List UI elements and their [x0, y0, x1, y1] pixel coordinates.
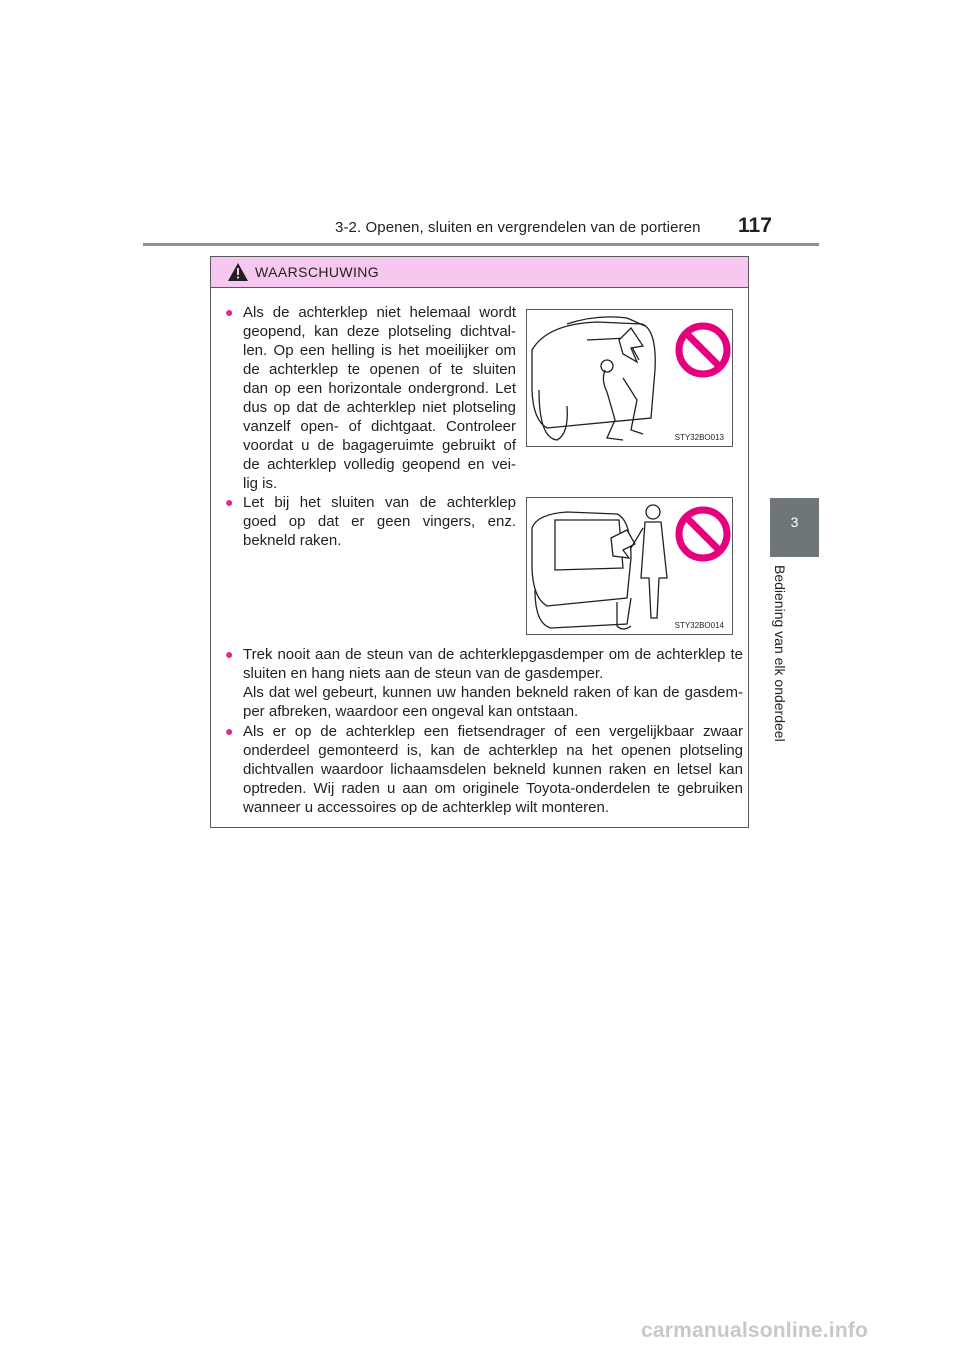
text-line: voordat u de bagageruimte gebruikt of [243, 437, 516, 454]
text-line: dichtvallen waardoor lichaamsdelen bekneld kunnen raken en letsel kan [243, 761, 743, 778]
header-rule [143, 243, 819, 246]
section-title: 3-2. Openen, sluiten en vergrendelen van de portieren [335, 219, 701, 236]
text-line: goed op dat er geen vingers, enz. [243, 513, 516, 530]
text-line: geopend, kan deze plotseling dichtval- [243, 323, 516, 340]
text-line: wanneer u accessoires op de achterklep wilt monteren. [243, 799, 610, 816]
text-line: sluiten en hang niets aan de steun van de gasdemper. [243, 665, 604, 682]
text-line: Trek nooit aan de steun van de achterklepgasdemper om de achterklep te [243, 646, 743, 663]
text-line: per afbreken, waardoor een ongeval kan ontstaan. [243, 703, 579, 720]
text-line: len. Op een helling is het moeilijker om [243, 342, 516, 359]
watermark: carmanualsonline.info [641, 1319, 869, 1342]
text-line: Als dat wel gebeurt, kunnen uw handen bekneld raken of kan de gasdem- [243, 684, 743, 701]
text-line: onderdeel gemonteerd is, kan de achterklep na het openen plotseling [243, 742, 743, 759]
chapter-tab [770, 498, 819, 557]
text-line: Als er op de achterklep een fietsendrager of een vergelijkbaar zwaar [243, 723, 743, 740]
warning-item-3 [243, 645, 743, 721]
prohibited-icon [675, 322, 731, 378]
figure-close-tailgate [526, 497, 733, 635]
text-line: dus op dat de achterklep niet plotseling [243, 399, 516, 416]
bullet-icon: ● [225, 494, 234, 510]
text-line: Als de achterklep niet helemaal wordt [243, 304, 516, 321]
chapter-number: 3 [790, 514, 799, 530]
text-line: Let bij het sluiten van de achterklep [243, 494, 516, 511]
text-line: bekneld raken. [243, 532, 342, 549]
figure-code: STY32BO014 [674, 621, 724, 630]
figure-code: STY32BO013 [674, 433, 724, 442]
bullet-icon: ● [225, 723, 234, 739]
warning-header [211, 257, 748, 288]
warning-triangle-icon [228, 263, 248, 281]
text-line: lig is. [243, 475, 278, 492]
warning-item-2 [243, 493, 516, 550]
text-line: de achterklep volledig geopend en vei- [243, 456, 516, 473]
text-line: vanzelf open- of dichtgaat. Controleer [243, 418, 516, 435]
text-line: optreden. Wij raden u aan om originele Toyota-onderdelen te gebruiken [243, 780, 743, 797]
bullet-icon: ● [225, 646, 234, 662]
prohibited-icon [675, 506, 731, 562]
text-line: dan op een horizontale ondergrond. Let [243, 380, 516, 397]
warning-title: WAARSCHUWING [255, 264, 380, 280]
warning-item-1 [243, 303, 516, 493]
bullet-icon: ● [225, 304, 234, 320]
warning-item-4 [243, 722, 743, 817]
text-line: de achterklep te openen of te sluiten [243, 361, 516, 378]
chapter-label: Bediening van elk onderdeel [772, 565, 788, 742]
figure-open-tailgate [526, 309, 733, 447]
warning-box [210, 256, 749, 828]
page-number: 117 [738, 214, 772, 237]
